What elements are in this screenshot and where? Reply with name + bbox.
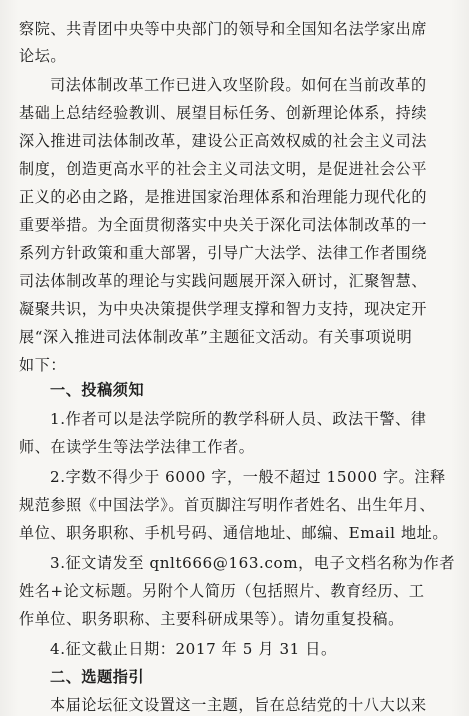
list-item: 2.字数不得少于 6000 字，一般不超过 15000 字。注释 — [50, 468, 446, 486]
paragraph-line: 重要举措。为全面贯彻落实中央关于深化司法体制改革的一 — [19, 216, 428, 234]
paragraph-line: 司法体制改革的理论与实践问题展开深入研讨，汇聚智慧、 — [19, 272, 428, 290]
list-item-continuation: 作单位、职务职称、主要科研成果等）。请勿重复投稿。 — [19, 610, 404, 628]
section-heading: 一、投稿须知 — [50, 381, 145, 399]
list-item: 1.作者可以是法学院所的教学科研人员、政法干警、律 — [50, 410, 427, 428]
paragraph-line: 本届论坛征文设置这一主题，旨在总结党的十八大以来 — [50, 696, 427, 714]
paragraph-line: 展“深入推进司法体制改革”主题征文活动。有关事项说明 — [19, 328, 413, 346]
text-line: 论坛。 — [19, 47, 67, 65]
paragraph-line: 凝聚共识，为中央决策提供学理支撑和智力支持，现决定开 — [19, 300, 428, 318]
section-heading: 二、选题指引 — [50, 668, 145, 686]
list-item-continuation: 规范参照《中国法学》。首页脚注写明作者姓名、出生年月、 — [19, 496, 436, 514]
paragraph-line: 深入推进司法体制改革，建设公正高效权威的社会主义司法 — [19, 132, 428, 150]
list-item-continuation: 单位、职务职称、手机号码、通信地址、邮编、Email 地址。 — [19, 524, 449, 542]
paragraph-line: 制度，创造更高水平的社会主义司法文明，是促进社会公平 — [19, 160, 428, 178]
paragraph-line: 如下： — [19, 356, 67, 374]
paragraph-line: 基础上总结经验教训、展望目标任务、创新理论体系，持续 — [19, 104, 428, 122]
text-line: 察院、共青团中央等中央部门的领导和全国知名法学家出席 — [19, 20, 428, 38]
list-item-continuation: 姓名+论文标题。另附个人简历（包括照片、教育经历、工 — [19, 582, 425, 600]
paragraph-line: 系列方针政策和重大部署，引导广大法学、法律工作者围绕 — [19, 244, 428, 262]
paragraph-line: 正义的必由之路，是推进国家治理体系和治理能力现代化的 — [19, 188, 428, 206]
list-item: 3.征文请发至 qnlt666@163.com，电子文档名称为作者 — [50, 554, 456, 572]
paragraph-line: 司法体制改革工作已进入攻坚阶段。如何在当前改革的 — [50, 76, 427, 94]
list-item-continuation: 师、在读学生等法学法律工作者。 — [19, 438, 255, 456]
list-item: 4.征文截止日期：2017 年 5 月 31 日。 — [50, 640, 337, 658]
